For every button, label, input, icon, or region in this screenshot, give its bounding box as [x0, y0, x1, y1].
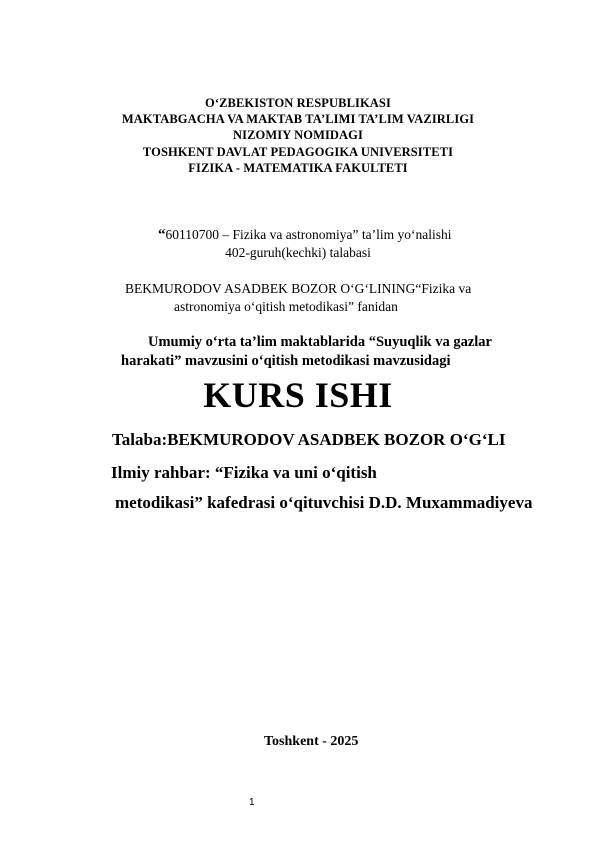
supervisor-line1: Ilmiy rahbar: “Fizika va uni o‘qitish — [111, 463, 377, 482]
student-course-line2: astronomiya o‘qitish metodikasi” fanidan — [174, 299, 398, 314]
program-line — [158, 227, 451, 244]
place-year: Toshkent - 2025 — [264, 734, 359, 749]
topic-line2: harakati” mavzusini o‘qitish metodikasi mavzusidagi — [121, 353, 451, 369]
student-course-line1: BEKMURODOV ASADBEK BOZOR O‘G‘LINING“Fizika va — [125, 281, 472, 296]
student-name: Talaba:BEKMURODOV ASADBEK BOZOR O‘G‘LI — [112, 430, 506, 449]
topic-line1: Umumiy o‘rta ta’lim maktablarida “Suyuqlik va gazlar — [148, 334, 492, 350]
supervisor-line2: metodikasi” kafedrasi o‘qituvchisi D.D. Muxammadiyeva — [115, 493, 533, 512]
program-specialty: 60110700 – Fizika va astronomiya” ta’lim yo‘nalishi — [165, 227, 452, 242]
program-quote-mark: “ — [158, 227, 166, 243]
header-ministry: MAKTABGACHA VA MAKTAB TA’LIMI TA’LIM VAZIRLIGI — [121, 112, 475, 126]
document-title: KURS ISHI — [203, 375, 393, 415]
program-group: 402-guruh(kechki) talabasi — [225, 245, 371, 260]
header-country: O‘ZBEKISTON RESPUBLIKASI — [205, 96, 391, 110]
header-named-after: NIZOMIY NOMIDAGI — [233, 128, 363, 142]
header-university: TOSHKENT DAVLAT PEDAGOGIKA UNIVERSITETI — [142, 145, 454, 159]
header-faculty: FIZIKA - MATEMATIKA FAKULTETI — [188, 161, 408, 175]
page-number: 1 — [249, 797, 255, 808]
